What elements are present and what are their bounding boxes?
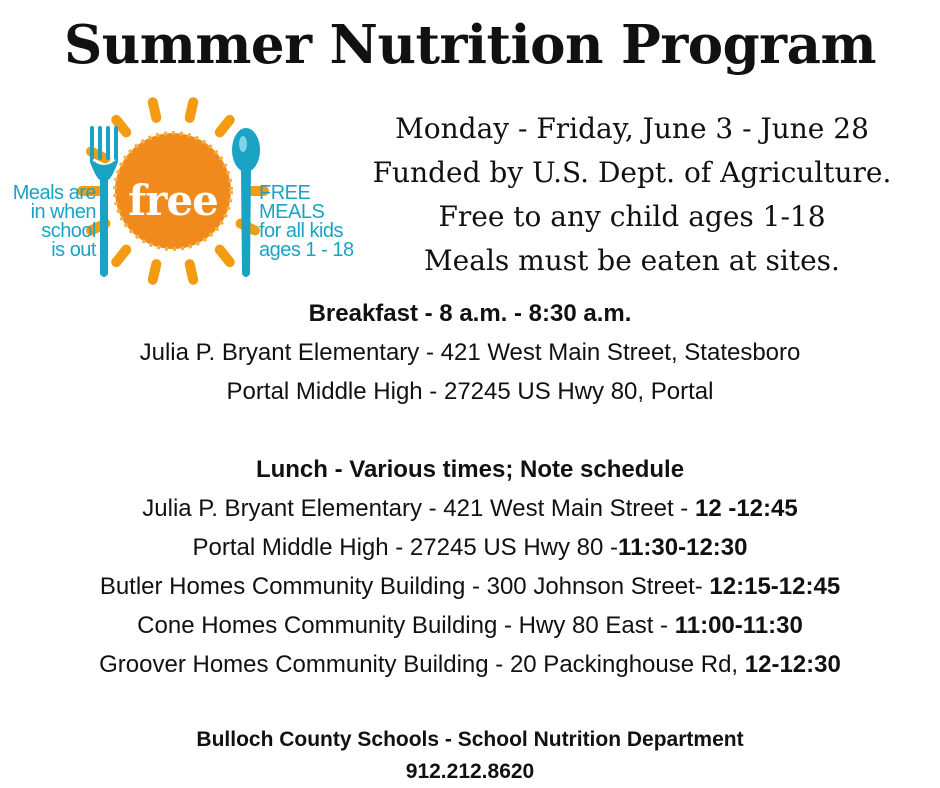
lunch-site: Groover Homes Community Building - 20 Packinghouse Rd, 12-12:30 (99, 651, 841, 678)
sun-ray (184, 258, 200, 286)
lunch-time: 11:00-11:30 (674, 612, 803, 639)
info-dates: Monday - Friday, June 3 - June 28 (395, 112, 869, 145)
logo-right-text: FREE MEALS for all kids ages 1 - 18 (259, 182, 354, 261)
lunch-time: 12 -12:45 (694, 495, 798, 522)
info-funding: Funded by U.S. Dept. of Agriculture. (372, 156, 892, 189)
breakfast-site: Julia P. Bryant Elementary - 421 West Main Street, Statesboro (139, 339, 801, 366)
sun-ray (184, 96, 200, 124)
lunch-time: 12:15-12:45 (709, 573, 841, 600)
sun-ray (213, 243, 237, 270)
spoon-icon (232, 128, 260, 277)
lunch-heading: Lunch - Various times; Note schedule (255, 456, 685, 483)
footer (0, 724, 940, 788)
lunch-site: Cone Homes Community Building - Hwy 80 East - 11:00-11:30 (137, 612, 803, 639)
sun-ray (109, 113, 133, 140)
lunch-time: 12-12:30 (744, 651, 841, 678)
sun-ray (147, 258, 163, 286)
spacer (0, 411, 940, 450)
footer-org: Bulloch County Schools - School Nutrition Department (196, 728, 744, 751)
lunch-site: Butler Homes Community Building - 300 Johnson Street- 12:15-12:45 (99, 573, 841, 600)
program-info (332, 107, 932, 283)
footer-phone: 912.212.8620 (405, 760, 535, 783)
page-title: Summer Nutrition Program (63, 14, 877, 76)
info-eligibility: Free to any child ages 1-18 (438, 200, 826, 233)
breakfast-heading: Breakfast - 8 a.m. - 8:30 a.m. (308, 300, 632, 327)
info-rule: Meals must be eaten at sites. (424, 244, 840, 277)
lunch-site: Portal Middle High - 27245 US Hwy 80 -11:30-12:30 (192, 534, 748, 561)
sun-ray (147, 96, 163, 124)
free-meals-logo (0, 88, 362, 300)
breakfast-site: Portal Middle High - 27245 US Hwy 80, Portal (226, 378, 714, 405)
logo-left-text: Meals are in when school is out (12, 182, 96, 261)
lunch-site: Julia P. Bryant Elementary - 421 West Main Street - 12 -12:45 (142, 495, 798, 522)
logo-free-word: free (128, 176, 218, 225)
sun-ray (213, 113, 237, 140)
sun-ray (109, 243, 133, 270)
meal-schedule (0, 294, 940, 684)
lunch-time: 11:30-12:30 (618, 534, 748, 561)
